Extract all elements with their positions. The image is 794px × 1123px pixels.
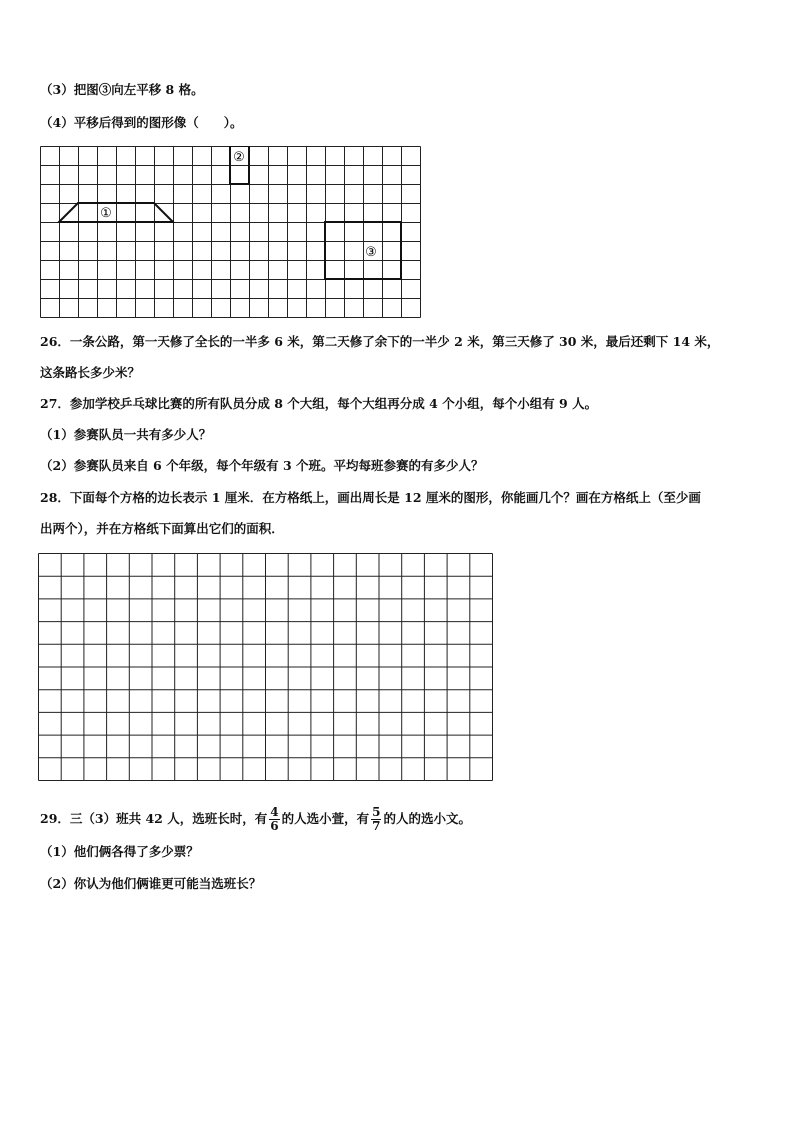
fraction-1-numerator: 4 xyxy=(270,805,279,819)
q29-sub1: （1）他们俩各得了多少票？ xyxy=(40,844,199,859)
q25-item3: （3）把图③向左平移 8 格。 xyxy=(40,82,204,97)
q29-stem-c: 的人的选小文。 xyxy=(383,811,471,826)
q27-stem: 27．参加学校乒乓球比赛的所有队员分成 8 个大组，每个大组再分成 4 个小组，每个小组有 9 人。 xyxy=(40,396,598,411)
fraction-4-6 xyxy=(269,806,279,833)
q29-stem-b: 的人选小萱，有 xyxy=(281,811,370,826)
fraction-2-numerator: 5 xyxy=(372,805,381,819)
q27-sub2: （2）参赛队员来自 6 个年级，每个年级有 3 个班。平均每班参赛的有多少人？ xyxy=(40,458,484,473)
q28-line1: 28．下面每个方格的边长表示 1 厘米．在方格纸上，画出周长是 12 厘米的图形，你能画几个？画在方格纸上（至少画 xyxy=(40,490,701,505)
q29-sub2: （2）你认为他们俩谁更可能当选班长？ xyxy=(40,876,262,891)
q27-sub1: （1）参赛队员一共有多少人？ xyxy=(40,427,212,442)
q26-line2: 这条路长多少米？ xyxy=(40,365,141,380)
q25-grid-figure xyxy=(40,146,422,318)
q28-grid-lines xyxy=(39,554,493,781)
q25-item4: （4）平移后得到的图形像（ ）。 xyxy=(40,115,243,130)
q29-stem-a: 29．三（3）班共 42 人，选班长时，有 xyxy=(40,811,268,826)
q28-grid-paper xyxy=(38,553,495,783)
fraction-5-7 xyxy=(371,806,381,833)
shape-2-label: ② xyxy=(233,150,245,165)
fraction-2-denominator: 7 xyxy=(372,819,381,833)
fraction-1-denominator: 6 xyxy=(270,819,279,833)
shape-1-label: ① xyxy=(100,206,112,221)
q28-line2: 出两个），并在方格纸下面算出它们的面积． xyxy=(40,521,284,536)
shape-3-label: ③ xyxy=(365,245,377,260)
q26-line1: 26．一条公路，第一天修了全长的一半多 6 米，第二天修了余下的一半少 2 米，第三天修了 30 米，最后还剩下 14 米， xyxy=(40,334,720,349)
q29-stem xyxy=(40,804,471,834)
